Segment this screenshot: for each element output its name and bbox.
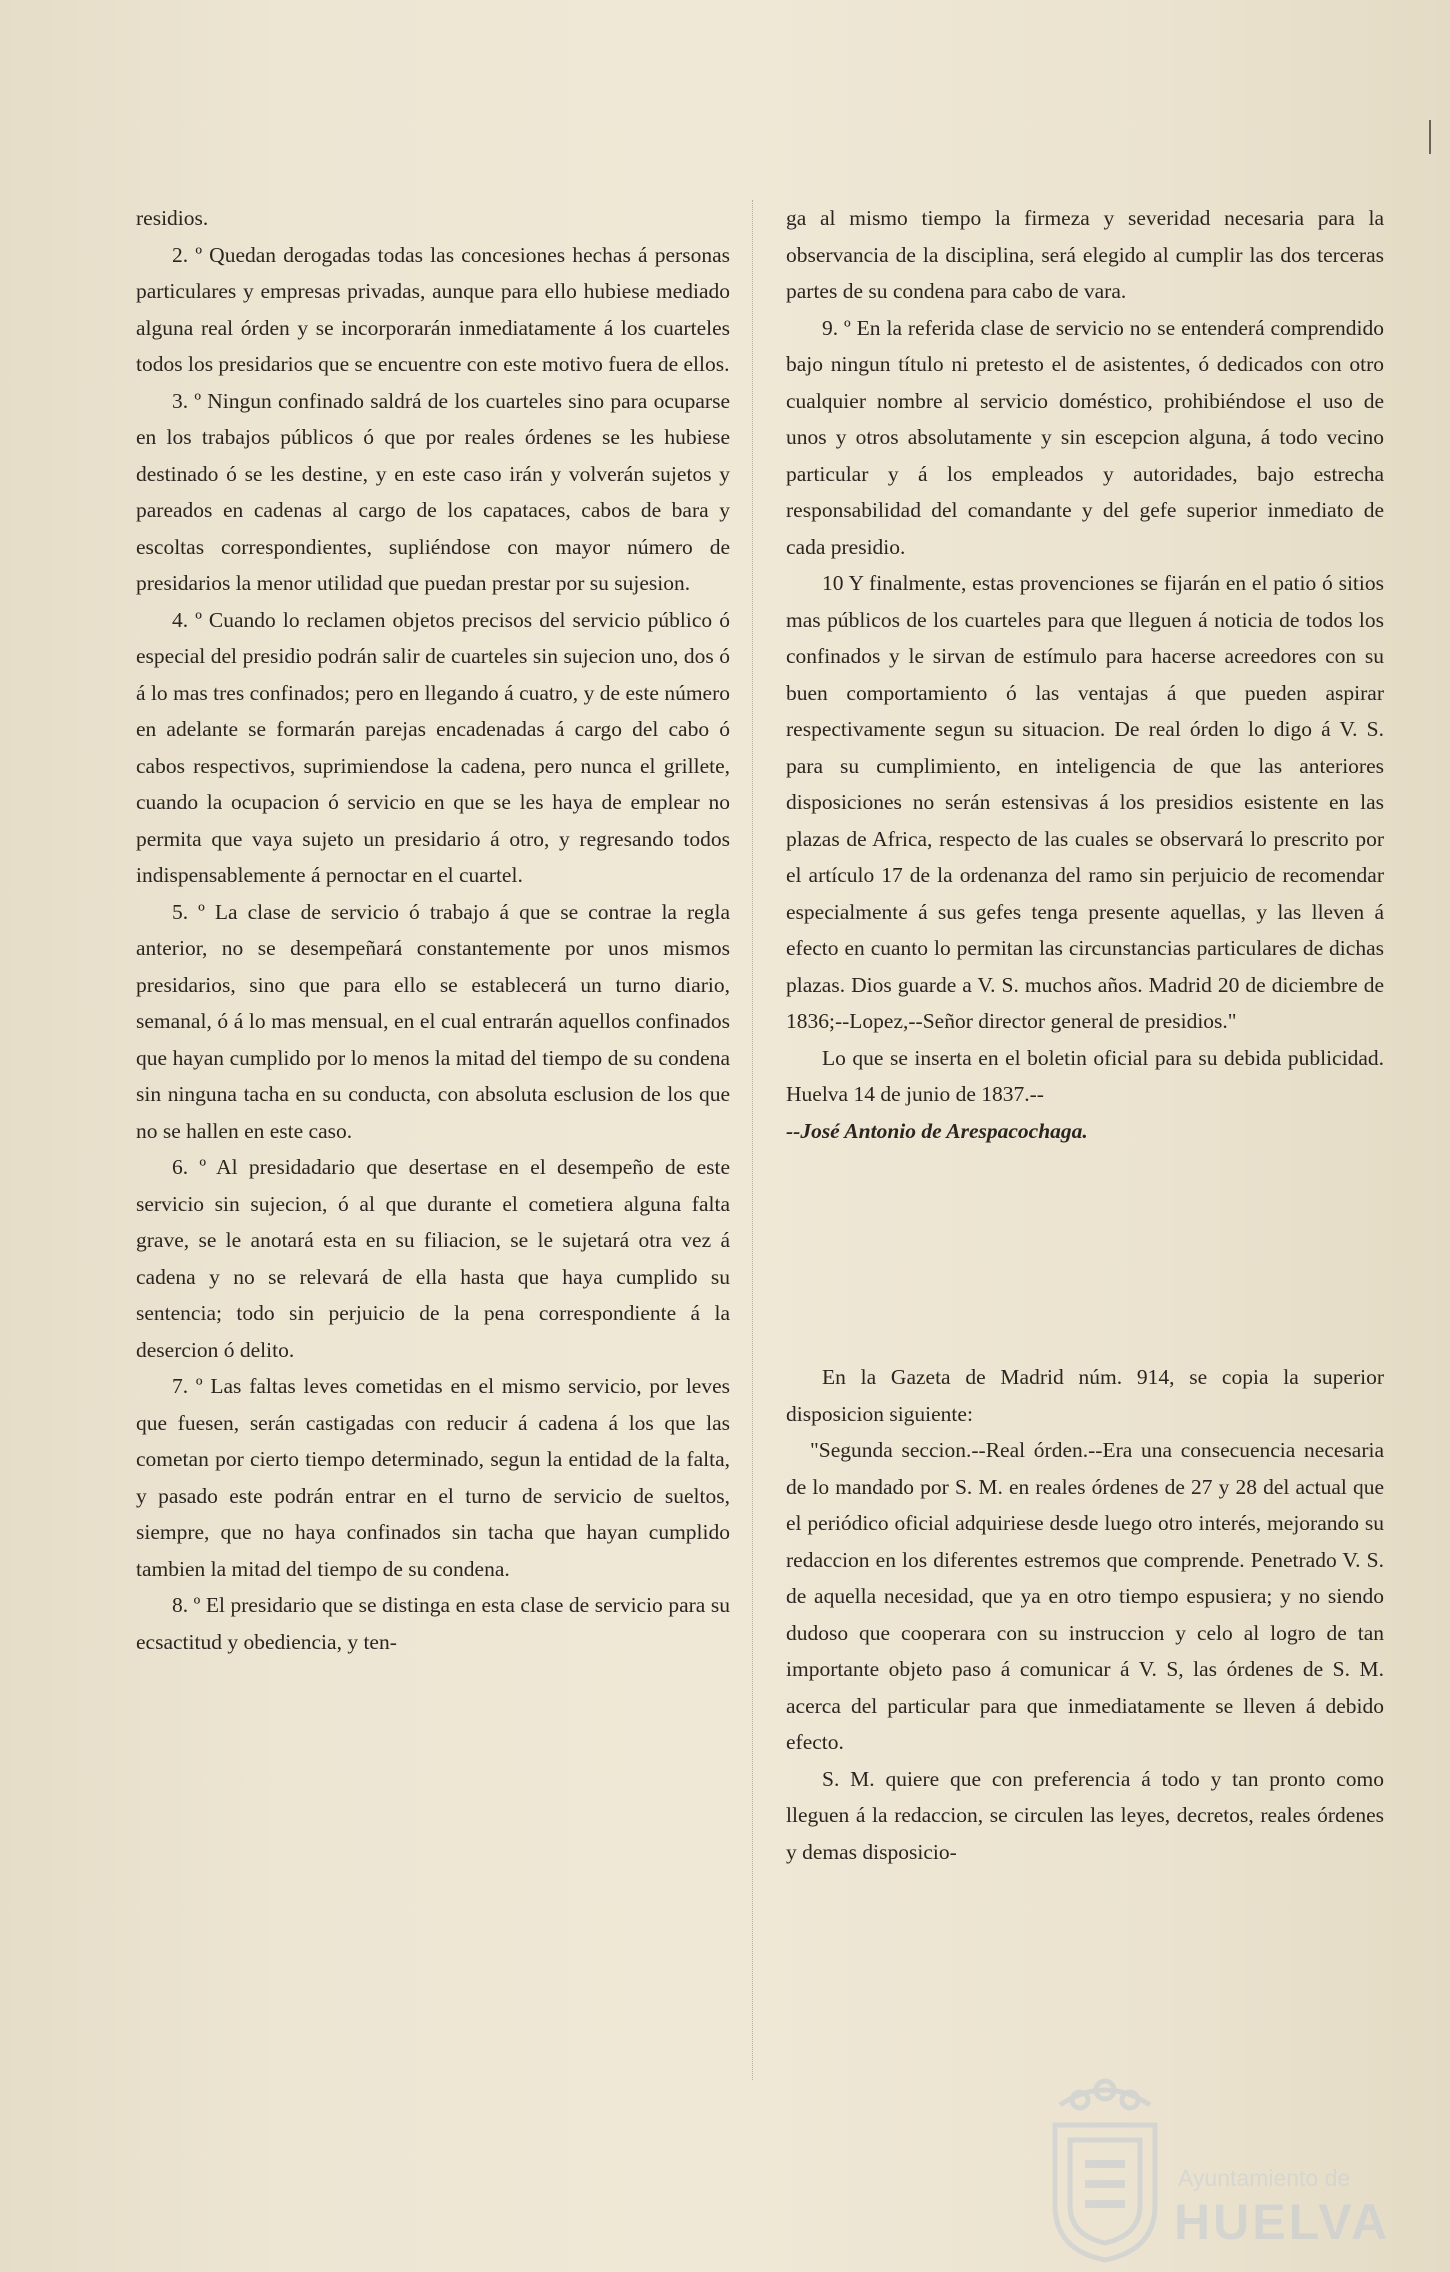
huelva-watermark xyxy=(1040,2065,1400,2265)
margin-mark xyxy=(1429,120,1431,154)
article-7: 7. º Las faltas leves cometidas en el mismo servicio, por leves que fuesen, serán castigadas con reducir á cadena á los que las cometan por cierto tiempo determinado, segun la entidad de la falta, y pasado este podrán entrar en el turno de servicio de sueltos, siempre, que no haya confinados sin tacha que hayan cumplido tambien la mitad del tiempo de su condena. xyxy=(136,1374,730,1581)
watermark-line2: HUELVA xyxy=(1174,2194,1391,2250)
paragraph: residios. xyxy=(136,206,209,230)
watermark-line1: Ayuntamiento de xyxy=(1178,2165,1351,2191)
article-6: 6. º Al presidadario que desertase en el desempeño de este servicio sin sujecion, ó al que durante el cometiera alguna falta grave, se le anotará esta en su filiacion, se le sujetará otra vez á cadena y no se relevará de ella hasta que haya cumplido su sentencia; todo sin perjuicio de la pena correspondiente á la desercion ó delito. xyxy=(136,1155,730,1362)
article-3: 3. º Ningun confinado saldrá de los cuarteles sino para ocuparse en los trabajos públicos ó que por reales órdenes se les hubiese destinado ó se les destine, y en este caso irán y volverán sujetos y pareados en cadenas al cargo de los capataces, cabos de bara y escoltas correspondientes, supliéndose con mayor número de presidarios la menor utilidad que puedan prestar por su sujesion. xyxy=(136,388,730,595)
gazette-intro: En la Gazeta de Madrid núm. 914, se copia la superior disposicion siguiente: xyxy=(786,1365,1384,1426)
article-5: 5. º La clase de servicio ó trabajo á que se contrae la regla anterior, no se desempeñará constantemente por unos mismos presidarios, sino que para ello se establecerá un turno diario, semanal, ó á lo mas mensual, en el cual entrarán aquellos confinados que hayan cumplido por lo menos la mitad del tiempo de su condena sin ninguna tacha en su conducta, con absoluta esclusion de los que no se hallen en este caso. xyxy=(136,899,730,1143)
article-2: 2. º Quedan derogadas todas las concesiones hechas á personas particulares y empresas privadas, aunque para ello hubiese mediado alguna real órden y se incorporarán inmediatamente á los cuarteles todos los presidarios que se encuentre con este motivo fuera de ellos. xyxy=(136,242,730,376)
article-10: 10 Y finalmente, estas provenciones se fijarán en el patio ó sitios mas públicos de los cuarteles para que lleguen á noticia de todos los confinados y le sirvan de estímulo para hacerse acreedores con su buen comportamiento ó las ventajas á que pueden aspirar respectivamente segun su situacion. De real órden lo digo á V. S. para su cumplimiento, en inteligencia de que las anteriores disposiciones no serán estensivas á los presidios esistente en las plazas de Africa, respecto de las cuales se observará lo prescrito por el artículo 17 de la ordenanza del ramo sin perjuicio de recomendar especialmente á sus gefes tenga presente aquellas, y las lleven á efecto en cuanto lo permitan las circunstancias particulares de dichas plazas. Dios guarde a V. S. muchos años. Madrid 20 de diciembre de 1836;--Lopez,--Señor director general de presidios." xyxy=(786,571,1384,1033)
article-8: 8. º El presidario que se distinga en esta clase de servicio para su ecsactitud y obediencia, y ten- xyxy=(136,1593,730,1654)
royal-order-continued: S. M. quiere que con preferencia á todo y tan pronto como lleguen á la redaccion, se circulen las leyes, decretos, reales órdenes y demas disposicio- xyxy=(786,1766,1384,1864)
article-4: 4. º Cuando lo reclamen objetos precisos del servicio público ó especial del presidio podrán salir de cuarteles sin sujecion uno, dos ó á lo mas tres confinados; pero en llegando á cuatro, y de este número en adelante se formarán parejas encadenadas á cargo del cabo ó cabos respectivos, suprimiendose la cadena, pero nunca el grillete, cuando la ocupacion ó servicio en que se les haya de emplear no permita que vaya sujeto un presidario á otro, y regresando todos indispensablemente á pernoctar en el cuartel. xyxy=(136,607,730,887)
column-divider xyxy=(752,200,753,2080)
paragraph: ga al mismo tiempo la firmeza y severidad necesaria para la observancia de la disciplina, será elegido al cumplir las dos terceras partes de su condena para cabo de vara. xyxy=(786,206,1384,303)
right-column xyxy=(786,200,1384,1870)
article-9: 9. º En la referida clase de servicio no se entenderá comprendido bajo ningun título ni pretesto el de asistentes, ó dedicados con otro cualquier nombre al servicio doméstico, prohibiéndose el uso de unos y otros absolutamente y sin escepcion alguna, á todo vecino particular y á los empleados y autoridades, bajo estrecha responsabilidad del comandante y del gefe superior inmediato de cada presidio. xyxy=(786,315,1384,559)
publication-note: Lo que se inserta en el boletin oficial para su debida publicidad. Huelva 14 de junio de 1837.-- xyxy=(786,1045,1384,1106)
left-column xyxy=(136,200,730,1660)
section-gap xyxy=(786,1149,1384,1359)
crest-icon xyxy=(1040,2065,1170,2265)
royal-order: "Segunda seccion.--Real órden.--Era una consecuencia necesaria de lo mandado por S. M. en reales órdenes de 27 y 28 del actual que el periódico oficial adquiriese desde luego otro interés, mejorando su redaccion en los diferentes estremos que comprende. Penetrado V. S. de aquella necesidad, que ya en otro tiempo espusiera; y no siendo dudoso que cooperara con su instruccion y celo al logro de tan importante objeto paso á comunicar á V. S, las órdenes de S. M. acerca del particular para que inmediatamente se lleven á debido efecto. xyxy=(786,1438,1384,1754)
signature: --José Antonio de Arespacochaga. xyxy=(786,1118,1088,1143)
